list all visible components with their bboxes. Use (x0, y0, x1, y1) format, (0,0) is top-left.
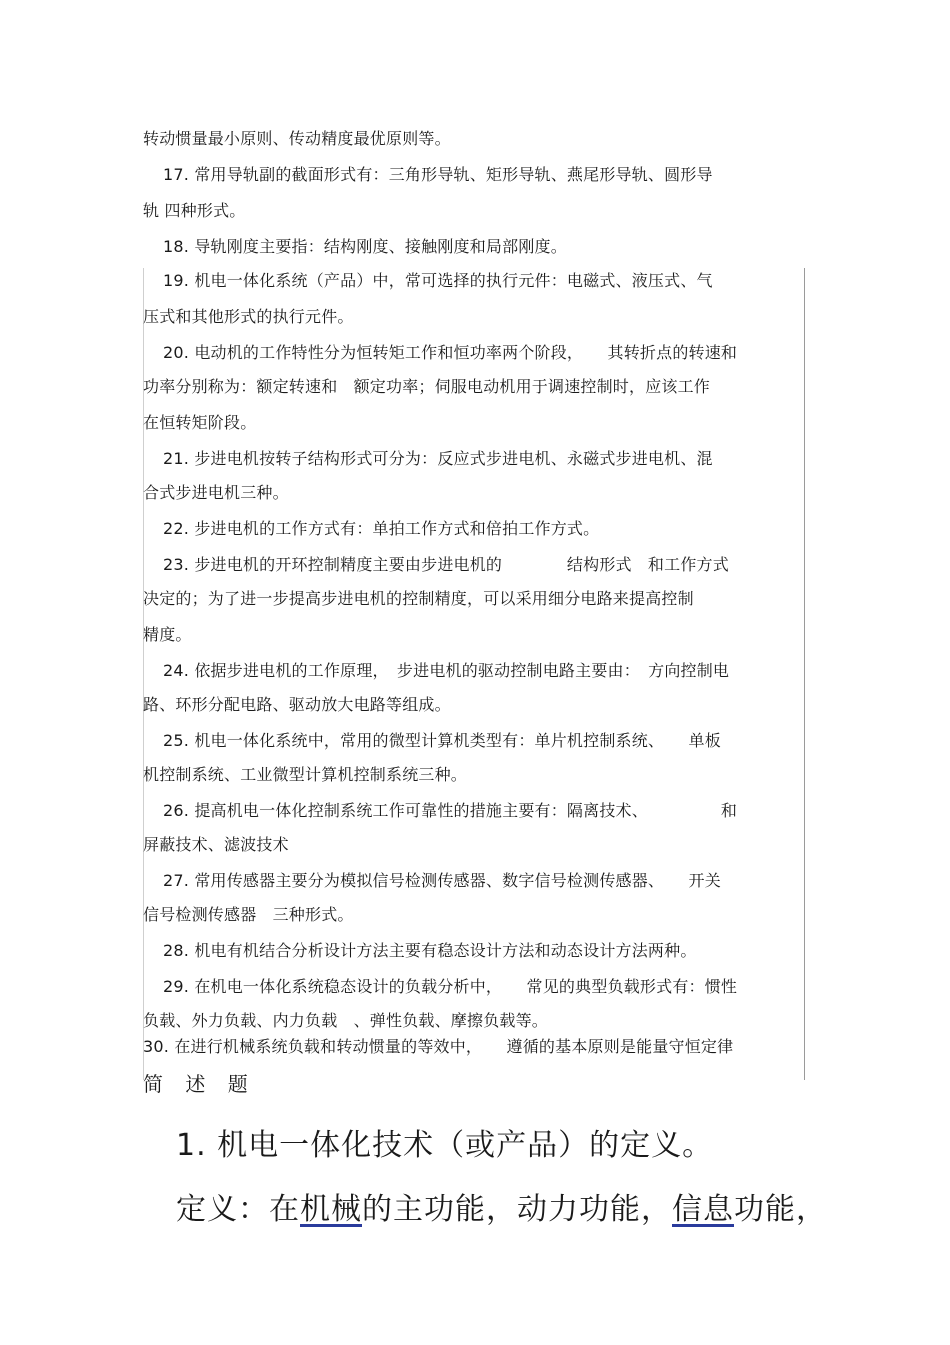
definition-middle: 的主功能，动力功能， (362, 1192, 672, 1227)
answer-line-l25: 29. 在机电一体化系统稳态设计的负载分析中， 常见的典型负载形式有：惯性 (163, 977, 738, 996)
answer-line-l19: 机控制系统、工业微型计算机控制系统三种。 (143, 765, 468, 784)
answer-line-l18: 25. 机电一体化系统中，常用的微型计算机类型有：单片机控制系统、 单板 (163, 731, 721, 750)
answer-line-l06: 压式和其他形式的执行元件。 (143, 307, 354, 326)
definition-prefix: 定义：在 (176, 1192, 300, 1227)
section-heading: 简 述 题 (143, 1072, 256, 1096)
answer-line-l05: 19. 机电一体化系统（产品）中，常可选择的执行元件：电磁式、液压式、气 (163, 271, 713, 290)
answer-line-l11: 合式步进电机三种。 (143, 483, 289, 502)
answer-line-l04: 18. 导轨刚度主要指：结构刚度、接触刚度和局部刚度。 (163, 237, 567, 256)
question-1: 1. 机电一体化技术（或产品）的定义。 (176, 1128, 714, 1163)
answer-line-l07: 20. 电动机的工作特性分为恒转矩工作和恒功率两个阶段， 其转折点的转速和 (163, 343, 738, 362)
definition-line (176, 1190, 827, 1230)
definition-link-machinery[interactable]: 机械 (300, 1192, 362, 1227)
answer-line-l17: 路、环形分配电路、驱动放大电路等组成。 (143, 695, 451, 714)
answer-line-l02: 17. 常用导轨副的截面形式有：三角形导轨、矩形导轨、燕尾形导轨、圆形导 (163, 165, 713, 184)
answer-line-l16: 24. 依据步进电机的工作原理， 步进电机的驱动控制电路主要由： 方向控制电 (163, 661, 730, 680)
answer-line-l03: 轨 四种形式。 (143, 201, 246, 220)
answer-line-l20: 26. 提高机电一体化控制系统工作可靠性的措施主要有：隔离技术、 和 (163, 801, 738, 820)
definition-link-information[interactable]: 信息 (672, 1192, 734, 1227)
answer-line-l27: 30. 在进行机械系统负载和转动惯量的等效中， 遵循的基本原则是能量守恒定律 (143, 1037, 734, 1056)
answer-line-l14: 决定的；为了进一步提高步进电机的控制精度，可以采用细分电路来提高控制 (143, 589, 694, 608)
answer-line-l22: 27. 常用传感器主要分为模拟信号检测传感器、数字信号检测传感器、 开关 (163, 871, 721, 890)
answer-line-l08: 功率分别称为：额定转速和 额定功率；伺服电动机用于调速控制时，应该工作 (143, 377, 711, 396)
answer-line-l15: 精度。 (143, 625, 192, 644)
answer-line-l23: 信号检测传感器 三种形式。 (143, 905, 354, 924)
answer-line-l21: 屏蔽技术、滤波技术 (143, 835, 289, 854)
answer-line-l26: 负载、外力负载、内力负载 、弹性负载、摩擦负载等。 (143, 1011, 549, 1030)
answer-line-l01: 转动惯量最小原则、传动精度最优原则等。 (143, 129, 451, 148)
answer-line-l12: 22. 步进电机的工作方式有：单拍工作方式和倍拍工作方式。 (163, 519, 600, 538)
definition-suffix: 功能， (734, 1192, 827, 1227)
answer-line-l09: 在恒转矩阶段。 (143, 413, 257, 432)
answer-line-l13: 23. 步进电机的开环控制精度主要由步进电机的 结构形式 和工作方式 (163, 555, 729, 574)
answer-line-l10: 21. 步进电机按转子结构形式可分为：反应式步进电机、永磁式步进电机、混 (163, 449, 713, 468)
answer-line-l24: 28. 机电有机结合分析设计方法主要有稳态设计方法和动态设计方法两种。 (163, 941, 697, 960)
